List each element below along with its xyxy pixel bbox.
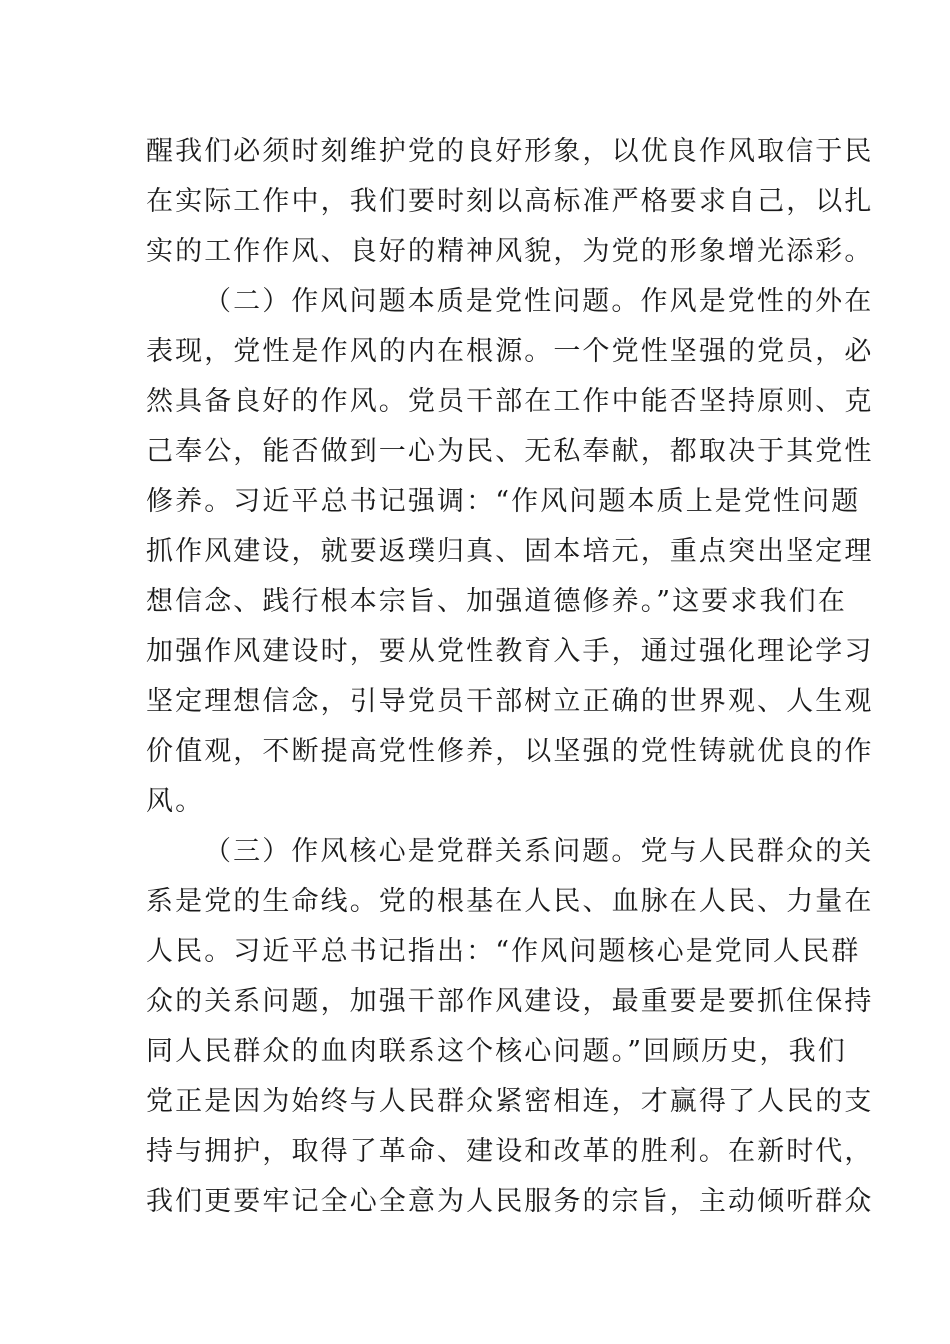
text-line: 然具备良好的作风。党员干部在工作中能否坚持原则、克 — [146, 386, 874, 417]
text-line: 风。 — [146, 786, 205, 817]
text-line: 党正是因为始终与人民群众紧密相连，才赢得了人民的支 — [146, 1086, 874, 1117]
paragraph-2-first-line: （二）作风问题本质是党性问题。作风是党性的外在 — [204, 286, 874, 317]
text-line: 加强作风建设时，要从党性教育入手，通过强化理论学习 — [146, 636, 874, 667]
text-line: 在实际工作中，我们要时刻以高标准严格要求自己，以扎 — [146, 186, 874, 217]
text-line: 坚定理想信念，引导党员干部树立正确的世界观、人生观 — [146, 686, 874, 717]
text-line: 己奉公，能否做到一心为民、无私奉献，都取决于其党性 — [146, 436, 874, 467]
text-line: 修养。习近平总书记强调：“作风问题本质上是党性问题 — [146, 486, 861, 517]
text-line: 同人民群众的血肉联系这个核心问题。”回顾历史，我们 — [146, 1036, 847, 1067]
text-line: 实的工作作风、良好的精神风貌，为党的形象增光添彩。 — [146, 236, 874, 267]
text-line: 价值观，不断提高党性修养，以坚强的党性铸就优良的作 — [146, 736, 874, 767]
text-line: 醒我们必须时刻维护党的良好形象，以优良作风取信于民 — [146, 136, 874, 167]
paragraph-3-first-line: （三）作风核心是党群关系问题。党与人民群众的关 — [204, 836, 874, 867]
text-line: 想信念、践行根本宗旨、加强道德修养。”这要求我们在 — [146, 586, 847, 617]
text-line: 人民。习近平总书记指出：“作风问题核心是党同人民群 — [146, 936, 861, 967]
text-line: 抓作风建设，就要返璞归真、固本培元，重点突出坚定理 — [146, 536, 874, 567]
text-line: 我们更要牢记全心全意为人民服务的宗旨，主动倾听群众 — [146, 1186, 874, 1217]
text-line: 持与拥护，取得了革命、建设和改革的胜利。在新时代， — [146, 1136, 874, 1167]
text-line: 表现，党性是作风的内在根源。一个党性坚强的党员，必 — [146, 336, 874, 367]
text-line: 系是党的生命线。党的根基在人民、血脉在人民、力量在 — [146, 886, 874, 917]
text-line: 众的关系问题，加强干部作风建设，最重要是要抓住保持 — [146, 986, 874, 1017]
